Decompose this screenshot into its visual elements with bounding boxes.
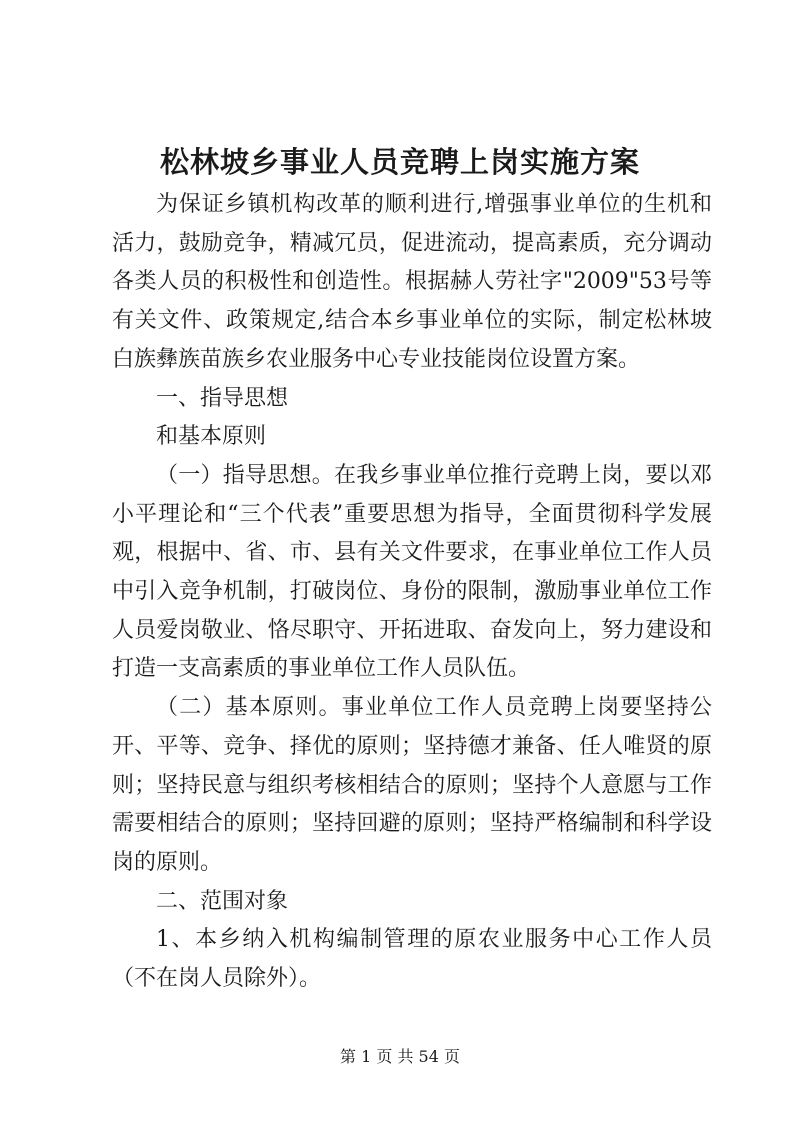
paragraph-guiding-thought: （一）指导思想。在我乡事业单位推行竞聘上岗，要以邓小平理论和“三个代表”重要思想为指导，全面贯彻科学发展观，根据中、省、市、县有关文件要求，在事业单位工作人员中引入竞争机制，打破岗位、身份的限制，激励事业单位工作人员爱岗敬业、恪尽职守、开拓进取、奋发向上，努力建设和打造一支高素质的事业单位工作人员队伍。 bbox=[112, 462, 712, 682]
paragraph-scope-item-1: 1、本乡纳入机构编制管理的原农业服务中心工作人员（不在岗人员除外）。 bbox=[112, 927, 712, 992]
section-heading-scope: 二、范围对象 bbox=[156, 888, 289, 914]
page-number: 第 1 页 共 54 页 bbox=[340, 1047, 460, 1066]
section-heading-basic-principles: 和基本原则 bbox=[156, 424, 267, 450]
paragraph-intro: 为保证乡镇机构改革的顺利进行,增强事业单位的生机和活力，鼓励竞争，精减冗员，促进流动，提高素质，充分调动各类人员的积极性和创造性。根据赫人劳社字"2009"53号等有关文件、政策规定,结合本乡事业单位的实际，制定松林坡白族彝族苗族乡农业服务中心专业技能岗位设置方案。 bbox=[112, 192, 712, 372]
section-heading-guiding-thought: 一、指导思想 bbox=[156, 385, 289, 411]
document-title: 松林坡乡事业人员竞聘上岗实施方案 bbox=[159, 145, 640, 179]
paragraph-basic-principles: （二）基本原则。事业单位工作人员竞聘上岗要坚持公开、平等、竞争、择优的原则；坚持德才兼备、任人唯贤的原则；坚持民意与组织考核相结合的原则；坚持个人意愿与工作需要相结合的原则；坚持回避的原则；坚持严格编制和科学设岗的原则。 bbox=[112, 695, 712, 875]
document-body bbox=[112, 186, 712, 999]
